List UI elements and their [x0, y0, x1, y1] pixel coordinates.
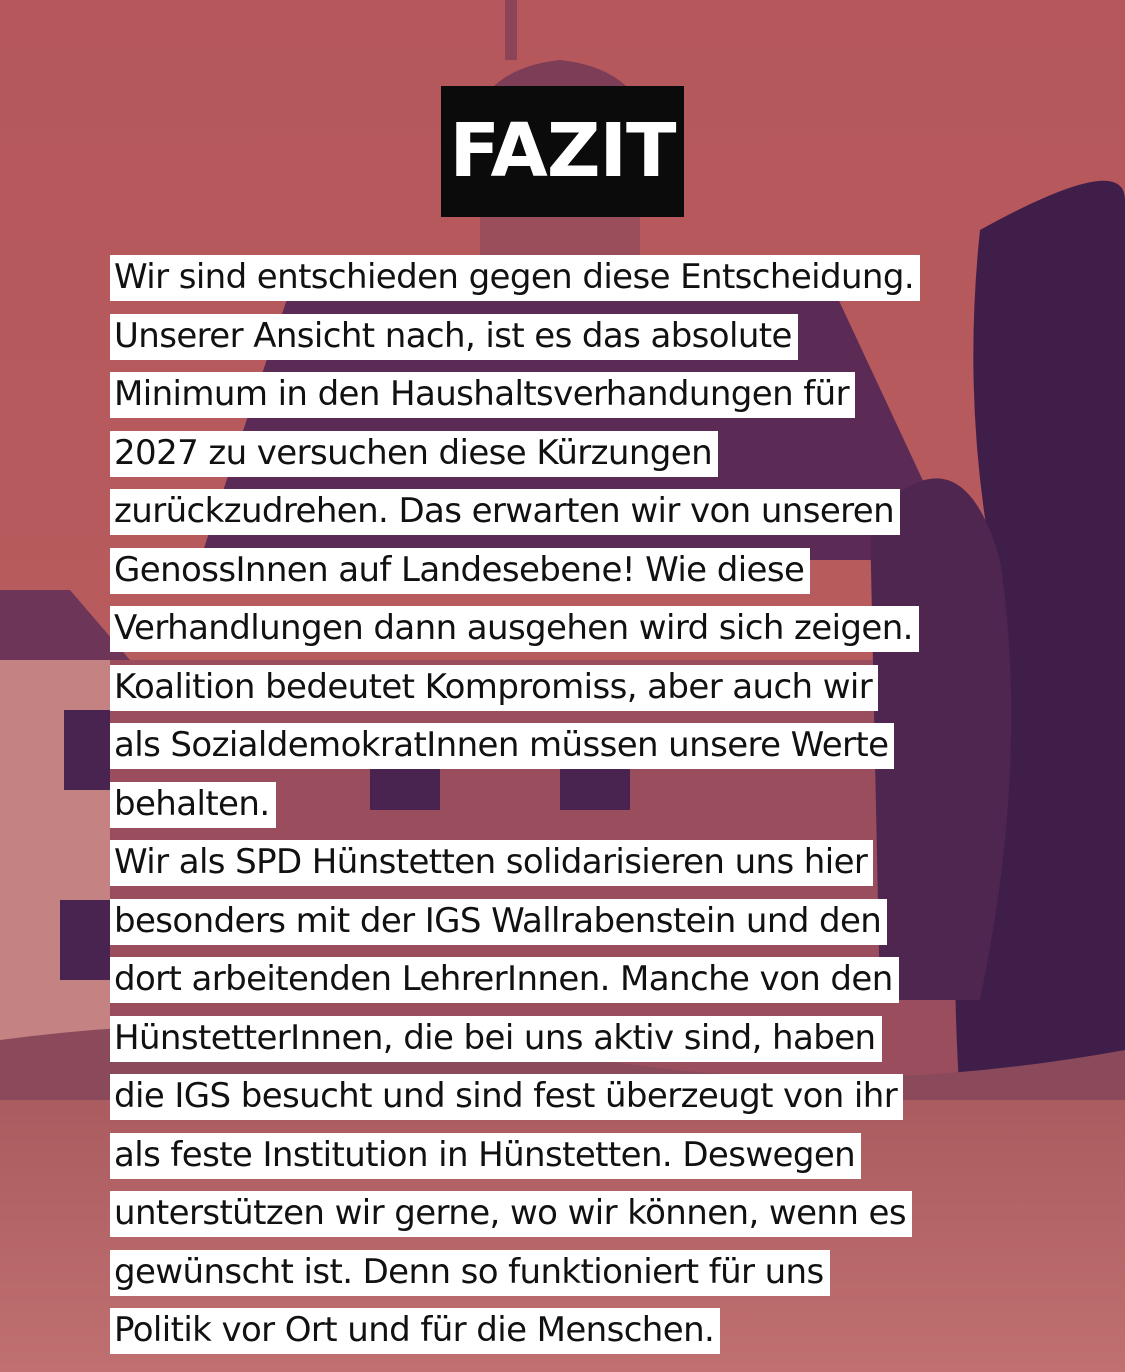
- text-line: [110, 1243, 1110, 1302]
- text-line-content: unterstützen wir gerne, wo wir können, wenn es: [110, 1191, 912, 1237]
- text-line-content: Wir sind entschieden gegen diese Entscheidung.: [110, 255, 920, 301]
- text-line-content: gewünscht ist. Denn so funktioniert für uns: [110, 1250, 830, 1296]
- text-line: [110, 716, 1110, 775]
- text-line-content: Wir als SPD Hünstetten solidarisieren uns hier: [110, 840, 873, 886]
- text-line-content: als SozialdemokratInnen müssen unsere Werte: [110, 723, 894, 769]
- text-line: [110, 950, 1110, 1009]
- text-line-content: behalten.: [110, 782, 276, 828]
- text-line: [110, 1009, 1110, 1068]
- text-line: [110, 892, 1110, 951]
- text-line: [110, 599, 1110, 658]
- text-line: [110, 1067, 1110, 1126]
- text-line-content: Verhandlungen dann ausgehen wird sich zeigen.: [110, 606, 919, 652]
- text-line: [110, 1126, 1110, 1185]
- text-line-content: dort arbeitenden LehrerInnen. Manche von den: [110, 957, 899, 1003]
- text-line: [110, 1301, 1110, 1360]
- text-line: [110, 541, 1110, 600]
- text-line: [110, 482, 1110, 541]
- text-line: [110, 833, 1110, 892]
- text-line: [110, 248, 1110, 307]
- text-line: [110, 424, 1110, 483]
- text-line-content: 2027 zu versuchen diese Kürzungen: [110, 431, 718, 477]
- text-line-content: als feste Institution in Hünstetten. Deswegen: [110, 1133, 861, 1179]
- text-line: [110, 365, 1110, 424]
- text-line-content: GenossInnen auf Landesebene! Wie diese: [110, 548, 810, 594]
- text-line-content: HünstetterInnen, die bei uns aktiv sind, haben: [110, 1016, 882, 1062]
- text-line: [110, 1184, 1110, 1243]
- text-line-content: Koalition bedeutet Kompromiss, aber auch wir: [110, 665, 878, 711]
- text-line-content: Minimum in den Haushaltsverhandungen für: [110, 372, 855, 418]
- text-line-content: Politik vor Ort und für die Menschen.: [110, 1308, 720, 1354]
- title-fazit: FAZIT: [441, 86, 684, 217]
- text-line: [110, 775, 1110, 834]
- text-line-content: die IGS besucht und sind fest überzeugt von ihr: [110, 1074, 903, 1120]
- text-line-content: zurückzudrehen. Das erwarten wir von unseren: [110, 489, 900, 535]
- text-line: [110, 658, 1110, 717]
- text-line-content: Unserer Ansicht nach, ist es das absolute: [110, 314, 798, 360]
- text-line-content: besonders mit der IGS Wallrabenstein und den: [110, 899, 887, 945]
- text-line: [110, 307, 1110, 366]
- conclusion-text: [110, 248, 1110, 1360]
